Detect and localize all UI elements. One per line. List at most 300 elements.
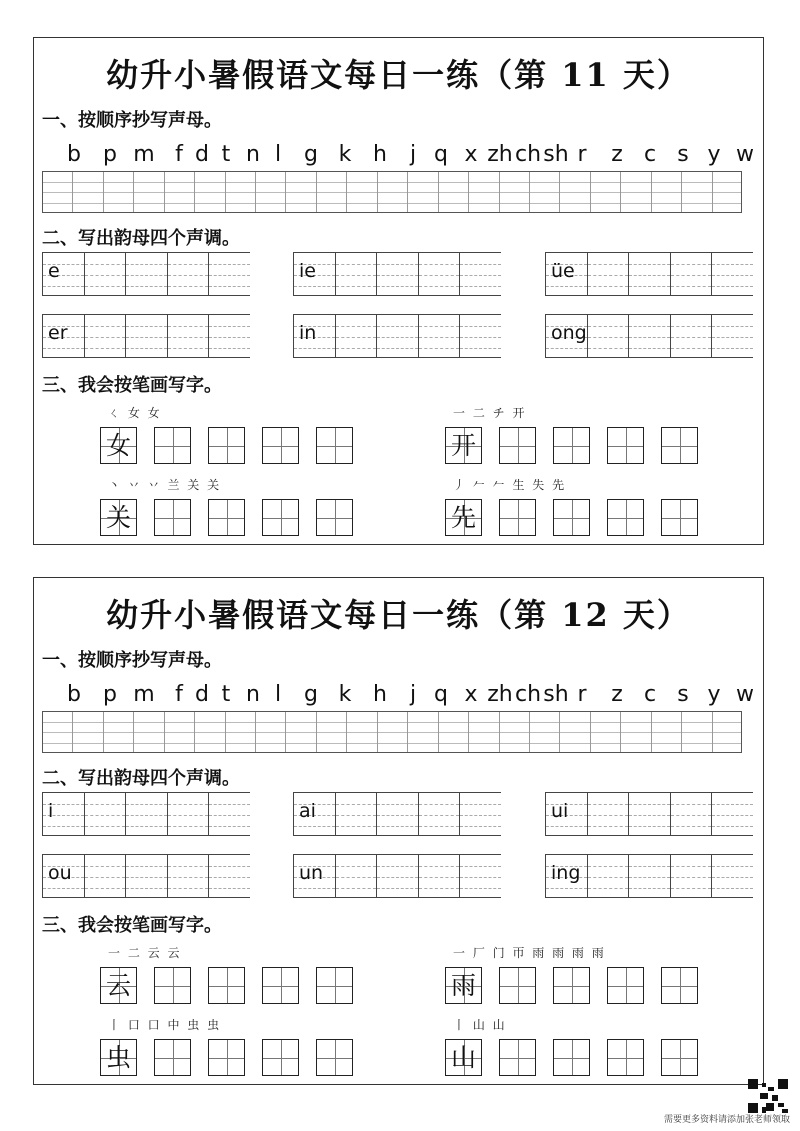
tone-cell[interactable] (418, 854, 460, 898)
guide-line (419, 866, 460, 867)
guide-line (168, 866, 209, 867)
initial-letter: zh (487, 682, 513, 707)
guide-line (629, 337, 670, 338)
vowel-label: ui (551, 800, 569, 822)
tone-writing-box[interactable] (293, 314, 501, 358)
practice-box[interactable] (661, 1039, 698, 1076)
practice-box[interactable] (262, 967, 299, 1004)
initial-letter: b (67, 142, 81, 167)
guide-line (629, 264, 670, 265)
initial-letter: b (67, 682, 81, 707)
initial-letter: n (246, 682, 260, 707)
practice-box[interactable] (208, 967, 245, 1004)
stroke-order: ㄑ 女 女 (108, 406, 162, 420)
guide-line (168, 264, 209, 265)
tone-cell[interactable] (418, 314, 460, 358)
practice-box[interactable] (553, 499, 590, 536)
initial-letter: l (274, 142, 282, 167)
guide-line (460, 348, 501, 349)
tone-writing-box[interactable] (545, 792, 753, 836)
guide-line (85, 877, 126, 878)
model-character: 云 (105, 971, 131, 1000)
tone-cell[interactable] (587, 792, 629, 836)
guide-line (460, 888, 501, 889)
tone-cell[interactable] (84, 854, 126, 898)
tone-cell[interactable] (628, 314, 670, 358)
tone-cell[interactable] (670, 314, 712, 358)
guide-line (336, 286, 377, 287)
initial-letter: h (373, 142, 387, 167)
tone-cell[interactable] (670, 854, 712, 898)
guide-line (294, 826, 335, 827)
initial-letter: sh (543, 682, 569, 707)
section-3-heading: 三、我会按笔画写字。 (42, 375, 222, 396)
model-character-box (100, 1039, 137, 1076)
guide-line (209, 826, 250, 827)
tone-cell[interactable] (459, 854, 501, 898)
guide-line (460, 815, 501, 816)
initial-letter: w (736, 682, 754, 707)
guide-line (126, 264, 167, 265)
initial-letter: q (434, 682, 448, 707)
guide-line (336, 877, 377, 878)
tone-cell[interactable] (628, 252, 670, 296)
guide-line (85, 275, 126, 276)
practice-box[interactable] (553, 967, 590, 1004)
initial-letter: l (274, 682, 282, 707)
section-2-heading: 二、写出韵母四个声调。 (42, 768, 240, 789)
tone-writing-box[interactable] (545, 252, 753, 296)
guide-line (126, 815, 167, 816)
guide-line (85, 888, 126, 889)
initial-letter: d (195, 682, 209, 707)
practice-box[interactable] (262, 1039, 299, 1076)
guide-line (712, 815, 753, 816)
practice-box[interactable] (154, 1039, 191, 1076)
guide-line (377, 877, 418, 878)
guide-line (85, 264, 126, 265)
guide-line (209, 275, 250, 276)
initial-letter: j (409, 142, 417, 167)
tone-cell[interactable] (335, 792, 377, 836)
guide-line (168, 804, 209, 805)
initial-letter: c (643, 142, 657, 167)
tone-writing-box[interactable] (42, 314, 250, 358)
guide-line (336, 888, 377, 889)
tone-cell[interactable] (628, 854, 670, 898)
guide-line (712, 337, 753, 338)
guide-line (419, 804, 460, 805)
tone-writing-box[interactable] (545, 854, 753, 898)
tone-cell[interactable] (418, 252, 460, 296)
stroke-order: 一 二 云 云 (108, 946, 182, 960)
guide-line (85, 348, 126, 349)
tone-writing-box[interactable] (293, 854, 501, 898)
guide-line (85, 326, 126, 327)
guide-line (460, 804, 501, 805)
practice-box[interactable] (553, 1039, 590, 1076)
guide-line (419, 275, 460, 276)
guide-line (336, 348, 377, 349)
guide-line (712, 286, 753, 287)
guide-line (336, 815, 377, 816)
guide-line (546, 348, 587, 349)
tone-cell[interactable] (711, 252, 753, 296)
model-character-box (445, 499, 482, 536)
tone-cell[interactable] (376, 252, 418, 296)
guide-line (126, 286, 167, 287)
guide-line (294, 286, 335, 287)
stroke-order: 一 厂 门 帀 雨 雨 雨 雨 (453, 946, 606, 960)
tone-cell[interactable] (84, 792, 126, 836)
guide-line (85, 866, 126, 867)
guide-line (588, 264, 629, 265)
guide-line (336, 264, 377, 265)
vowel-label: ou (48, 862, 72, 884)
practice-box[interactable] (154, 499, 191, 536)
guide-line (671, 804, 712, 805)
practice-box[interactable] (262, 499, 299, 536)
guide-line (671, 815, 712, 816)
guide-line (43, 348, 84, 349)
grid-frame (42, 171, 742, 213)
initial-letter: x (464, 682, 478, 707)
guide-line (712, 804, 753, 805)
initial-letter: m (133, 142, 155, 167)
guide-line (168, 348, 209, 349)
section-3-heading: 三、我会按笔画写字。 (42, 915, 222, 936)
practice-box[interactable] (607, 1039, 644, 1076)
practice-box[interactable] (499, 967, 536, 1004)
practice-box[interactable] (208, 1039, 245, 1076)
model-character: 山 (450, 1043, 476, 1072)
guide-line (43, 286, 84, 287)
guide-line (377, 275, 418, 276)
guide-line (712, 275, 753, 276)
tone-cell[interactable] (587, 252, 629, 296)
model-character-box (445, 1039, 482, 1076)
practice-box[interactable] (499, 499, 536, 536)
grid-frame (42, 711, 742, 753)
guide-line (209, 264, 250, 265)
initials-row (52, 682, 752, 712)
qr-code-icon (748, 1079, 792, 1115)
guide-line (209, 804, 250, 805)
tone-cell[interactable] (84, 252, 126, 296)
guide-line (712, 326, 753, 327)
guide-line (629, 866, 670, 867)
tone-writing-box[interactable] (293, 252, 501, 296)
guide-line (168, 286, 209, 287)
qr-module (768, 1087, 774, 1091)
guide-line (126, 337, 167, 338)
practice-box[interactable] (316, 499, 353, 536)
guide-line (588, 815, 629, 816)
guide-line (712, 877, 753, 878)
guide-line (377, 826, 418, 827)
initial-letter: t (221, 682, 231, 707)
guide-line (712, 888, 753, 889)
practice-box[interactable] (316, 427, 353, 464)
guide-line (377, 264, 418, 265)
initial-letter: f (175, 142, 183, 167)
section-1-heading: 一、按顺序抄写声母。 (42, 110, 222, 131)
tone-cell[interactable] (459, 792, 501, 836)
guide-line (629, 815, 670, 816)
initial-letter: z (611, 142, 623, 167)
vowel-label: e (48, 260, 60, 282)
tone-cell[interactable] (711, 314, 753, 358)
guide-line (209, 337, 250, 338)
practice-box[interactable] (607, 427, 644, 464)
model-character-box (100, 499, 137, 536)
guide-line (377, 866, 418, 867)
guide-line (629, 826, 670, 827)
model-character-box (445, 427, 482, 464)
tone-cell[interactable] (125, 314, 167, 358)
tone-cell[interactable] (711, 854, 753, 898)
tone-writing-box[interactable] (545, 314, 753, 358)
guide-line (419, 337, 460, 338)
practice-box[interactable] (661, 427, 698, 464)
guide-line (419, 826, 460, 827)
vowel-label: üe (551, 260, 575, 282)
qr-module (760, 1093, 768, 1099)
guide-line (168, 888, 209, 889)
guide-line (588, 348, 629, 349)
guide-line (629, 888, 670, 889)
practice-box[interactable] (154, 427, 191, 464)
guide-line (588, 826, 629, 827)
tone-cell[interactable] (587, 854, 629, 898)
tone-cell[interactable] (376, 314, 418, 358)
guide-line (671, 877, 712, 878)
guide-line (43, 888, 84, 889)
page-title: 幼升小暑假语文每日一练（第 12 天） (106, 596, 691, 634)
qr-module (762, 1083, 766, 1087)
model-character: 虫 (105, 1043, 131, 1072)
practice-box[interactable] (316, 1039, 353, 1076)
initial-letter: k (338, 682, 352, 707)
guide-line (85, 286, 126, 287)
guide-line (546, 888, 587, 889)
tone-cell[interactable] (376, 792, 418, 836)
model-character: 先 (450, 503, 476, 532)
tone-cell[interactable] (208, 792, 250, 836)
initial-letter: t (221, 142, 231, 167)
guide-line (209, 815, 250, 816)
guide-line (671, 264, 712, 265)
initial-letter: j (409, 682, 417, 707)
tone-cell[interactable] (459, 252, 501, 296)
guide-line (419, 815, 460, 816)
tone-cell[interactable] (167, 792, 209, 836)
guide-line (377, 888, 418, 889)
tone-cell[interactable] (376, 854, 418, 898)
copy-grid[interactable] (42, 171, 742, 213)
guide-line (336, 326, 377, 327)
guide-line (671, 866, 712, 867)
guide-line (377, 286, 418, 287)
tone-cell[interactable] (167, 252, 209, 296)
section-1-heading: 一、按顺序抄写声母。 (42, 650, 222, 671)
guide-line (588, 275, 629, 276)
practice-box[interactable] (316, 967, 353, 1004)
initial-letter: s (677, 142, 689, 167)
guide-line (126, 275, 167, 276)
guide-line (336, 337, 377, 338)
initial-letter: y (707, 142, 721, 167)
stroke-order: 丨 口 口 中 虫 虫 (108, 1018, 222, 1032)
guide-line (588, 326, 629, 327)
initial-letter: f (175, 682, 183, 707)
guide-line (671, 286, 712, 287)
initial-letter: d (195, 142, 209, 167)
practice-box[interactable] (208, 499, 245, 536)
model-character-box (100, 427, 137, 464)
guide-line (671, 275, 712, 276)
guide-line (629, 877, 670, 878)
worksheet-day-11 (33, 37, 764, 545)
vowel-label: ai (299, 800, 316, 822)
guide-line (377, 337, 418, 338)
divider-line (33, 1084, 599, 1085)
vowel-label: ing (551, 862, 581, 884)
guide-line (294, 888, 335, 889)
tone-cell[interactable] (587, 314, 629, 358)
tone-writing-box[interactable] (293, 792, 501, 836)
guide-line (588, 866, 629, 867)
tone-cell[interactable] (459, 314, 501, 358)
guide-line (671, 348, 712, 349)
copy-grid[interactable] (42, 711, 742, 753)
qr-module (778, 1079, 788, 1089)
guide-line (336, 275, 377, 276)
guide-line (168, 826, 209, 827)
vowel-label: er (48, 322, 68, 344)
tone-cell[interactable] (84, 314, 126, 358)
tone-writing-box[interactable] (42, 854, 250, 898)
worksheet-day-12 (33, 577, 764, 1085)
stroke-order: 丶 丷 丷 兰 关 关 (108, 478, 222, 492)
guide-line (629, 275, 670, 276)
guide-line (460, 275, 501, 276)
guide-line (126, 326, 167, 327)
tone-cell[interactable] (208, 314, 250, 358)
tone-writing-box[interactable] (42, 252, 250, 296)
tone-cell[interactable] (167, 314, 209, 358)
initial-letter: h (373, 682, 387, 707)
initial-letter: zh (487, 142, 513, 167)
tone-cell[interactable] (335, 314, 377, 358)
tone-cell[interactable] (208, 252, 250, 296)
vowel-label: ie (299, 260, 316, 282)
practice-box[interactable] (661, 499, 698, 536)
qr-module (748, 1079, 758, 1089)
guide-line (460, 264, 501, 265)
guide-line (671, 888, 712, 889)
guide-line (588, 877, 629, 878)
guide-line (588, 337, 629, 338)
tone-cell[interactable] (125, 854, 167, 898)
practice-box[interactable] (553, 427, 590, 464)
tone-cell[interactable] (335, 252, 377, 296)
guide-line (419, 877, 460, 878)
practice-box[interactable] (154, 967, 191, 1004)
guide-line (712, 826, 753, 827)
guide-line (419, 286, 460, 287)
guide-line (126, 888, 167, 889)
guide-line (460, 326, 501, 327)
model-character: 关 (105, 503, 131, 532)
guide-line (671, 826, 712, 827)
tone-cell[interactable] (125, 792, 167, 836)
guide-line (336, 826, 377, 827)
practice-box[interactable] (262, 427, 299, 464)
vowel-label: ong (551, 322, 587, 344)
practice-box[interactable] (499, 1039, 536, 1076)
initial-letter: ch (514, 142, 542, 167)
tone-cell[interactable] (628, 792, 670, 836)
guide-line (85, 337, 126, 338)
vowel-label: in (299, 322, 317, 344)
guide-line (85, 815, 126, 816)
guide-line (209, 877, 250, 878)
tone-writing-box[interactable] (42, 792, 250, 836)
tone-cell[interactable] (670, 792, 712, 836)
initial-letter: k (338, 142, 352, 167)
tone-cell[interactable] (418, 792, 460, 836)
guide-line (377, 348, 418, 349)
practice-box[interactable] (607, 499, 644, 536)
guide-line (460, 286, 501, 287)
guide-line (671, 337, 712, 338)
guide-line (209, 286, 250, 287)
practice-box[interactable] (499, 427, 536, 464)
tone-cell[interactable] (125, 252, 167, 296)
guide-line (126, 826, 167, 827)
guide-line (336, 804, 377, 805)
guide-line (168, 275, 209, 276)
practice-box[interactable] (661, 967, 698, 1004)
initial-letter: r (577, 682, 587, 707)
tone-cell[interactable] (670, 252, 712, 296)
section-2-heading: 二、写出韵母四个声调。 (42, 228, 240, 249)
guide-line (546, 826, 587, 827)
initial-letter: q (434, 142, 448, 167)
stroke-order: 丨 山 山 (453, 1018, 507, 1032)
guide-line (168, 877, 209, 878)
practice-box[interactable] (208, 427, 245, 464)
guide-line (419, 326, 460, 327)
guide-line (712, 348, 753, 349)
model-character: 开 (450, 431, 476, 460)
practice-box[interactable] (607, 967, 644, 1004)
tone-cell[interactable] (335, 854, 377, 898)
guide-line (377, 804, 418, 805)
initial-letter: ch (514, 682, 542, 707)
guide-line (126, 866, 167, 867)
tone-cell[interactable] (711, 792, 753, 836)
tone-cell[interactable] (208, 854, 250, 898)
model-character: 雨 (450, 971, 476, 1000)
guide-line (43, 826, 84, 827)
guide-line (209, 348, 250, 349)
tone-cell[interactable] (167, 854, 209, 898)
guide-line (460, 866, 501, 867)
guide-line (168, 815, 209, 816)
guide-line (629, 348, 670, 349)
